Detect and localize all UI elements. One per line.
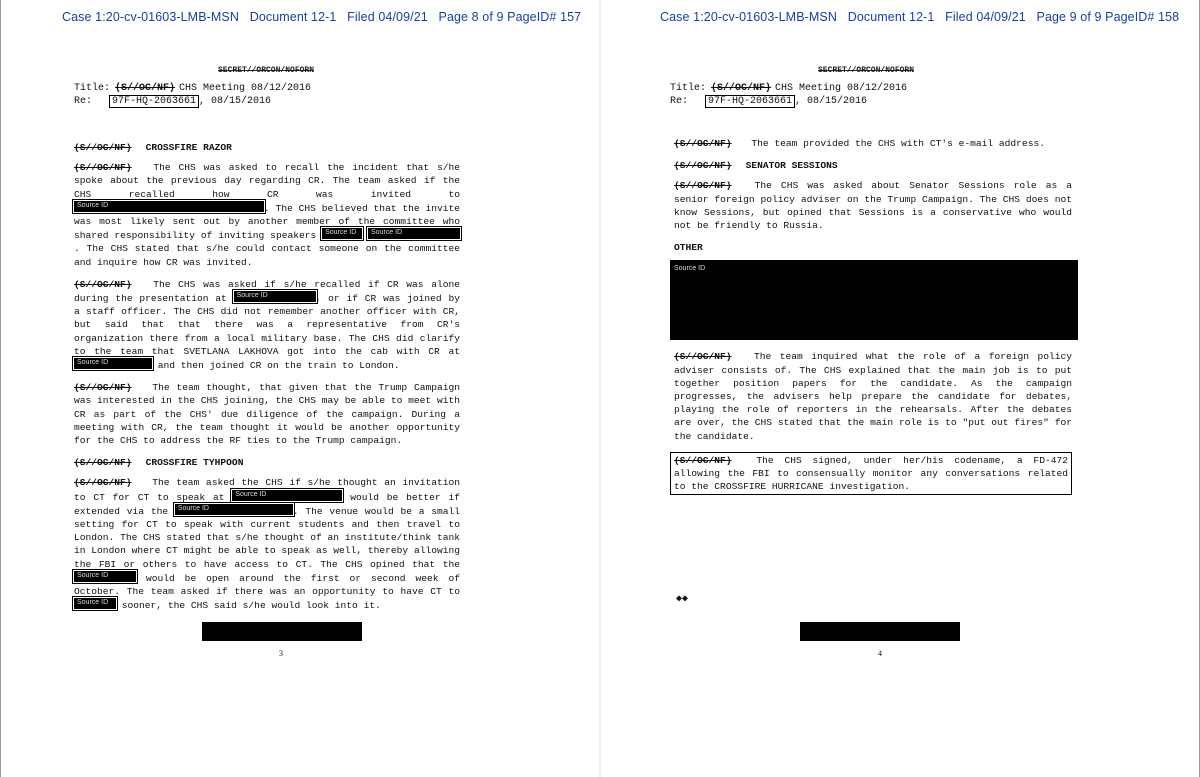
section-title: OTHER bbox=[674, 242, 703, 254]
paragraph-class-mark: (S//OC/NF) bbox=[74, 477, 132, 489]
re-date: , 08/15/2016 bbox=[199, 96, 272, 107]
paragraph-class-mark: (S//OC/NF) bbox=[674, 180, 732, 192]
paragraph-class-mark: (S//OC/NF) bbox=[74, 382, 132, 394]
paragraph bbox=[674, 179, 1072, 232]
page-number: 4 bbox=[878, 649, 882, 658]
paragraph-text: The team asked the CHS if s/he thought an invitation to CT for CT to speak at bbox=[74, 477, 460, 503]
paragraph-text: The team inquired what the role of a foreign policy adviser consists of. The CHS explained that the main job is to put together position papers for the candidate. As the campaign progresses, the advisers help prepare the candidate for debates, playing the role of reporters in the rehearsals. After the debates are over, the CHS stated that the main role is to "put out fires" for the candidate. bbox=[674, 351, 1072, 442]
memo-body bbox=[74, 141, 460, 622]
paragraph-text: The team provided the CHS with CT's e-mail address. bbox=[751, 138, 1045, 149]
re-label: Re: bbox=[670, 96, 689, 107]
redaction-box: Source ID bbox=[74, 201, 264, 212]
paragraph-class-mark: (S//OC/NF) bbox=[674, 351, 732, 363]
paragraph bbox=[74, 278, 460, 372]
section-class-mark: (S//OC/NF) bbox=[74, 457, 132, 469]
section-class-mark: (S//OC/NF) bbox=[74, 142, 132, 153]
paragraph-text: The CHS was asked about Senator Sessions role as a senior foreign policy adviser on the Trump Campaign. The CHS does not know Sessions, but opined that Sessions is a conservative who would not be friendly to Russia. bbox=[674, 180, 1073, 232]
block-redaction: Source ID bbox=[670, 260, 1078, 340]
page-right bbox=[600, 0, 1200, 777]
re-label: Re: bbox=[74, 96, 93, 107]
classification-marking: SECRET//ORCON/NOFORN bbox=[218, 66, 315, 75]
paragraph bbox=[74, 161, 460, 269]
section-title: CROSSFIRE TYHPOON bbox=[145, 457, 244, 469]
paragraph-text: sooner, the CHS said s/he would look into it. bbox=[121, 600, 381, 612]
case-header: Case 1:20-cv-01603-LMB-MSN Document 12-1 Filed 04/09/21 Page 9 of 9 PageID# 158 bbox=[660, 10, 1180, 24]
title-label: Title: bbox=[74, 83, 111, 94]
section-heading bbox=[674, 241, 1072, 254]
redaction-box: Source ID bbox=[74, 358, 152, 369]
paragraph-text: . The CHS stated that s/he could contact someone on the committee and inquire how CR was invited. bbox=[74, 243, 460, 268]
paragraph bbox=[674, 137, 1072, 150]
case-number: 97F-HQ-2063661 bbox=[705, 95, 795, 108]
section-class-mark: (S//OC/NF) bbox=[674, 160, 732, 172]
memo-meta bbox=[74, 82, 311, 108]
memo-meta bbox=[670, 82, 907, 108]
paragraph-class-mark: (S//OC/NF) bbox=[674, 454, 732, 466]
paragraph-class-mark: (S//OC/NF) bbox=[674, 138, 732, 149]
paragraph-text: The team thought, that given that the Trump Campaign was interested in the CHS joining, the CHS may be able to meet with CR as part of the CHS' due diligence of the campaign. During a meeting with CR, the team thought it would be another opportunity for the CHS to address the RF ties to the Trump campaign. bbox=[74, 382, 460, 447]
title-text: CHS Meeting 08/12/2016 bbox=[179, 83, 312, 94]
title-row bbox=[670, 82, 907, 95]
page-number: 3 bbox=[279, 649, 283, 658]
paragraph-class-mark: (S//OC/NF) bbox=[74, 278, 132, 290]
re-date: , 08/15/2016 bbox=[795, 96, 868, 107]
section-heading bbox=[74, 141, 460, 154]
paragraph bbox=[674, 350, 1072, 442]
diamond-marks: ◆◆ bbox=[676, 594, 689, 605]
section-heading bbox=[74, 456, 460, 469]
memo-body bbox=[674, 137, 1072, 504]
case-header: Case 1:20-cv-01603-LMB-MSN Document 12-1 Filed 04/09/21 Page 8 of 9 PageID# 157 bbox=[62, 10, 582, 24]
paragraph-text: . The CHS believed that the invite was most likely sent out by another member of the committee who shared responsibility of inviting speakers bbox=[74, 202, 460, 242]
title-row bbox=[74, 82, 311, 95]
redaction-box: Source ID bbox=[234, 291, 316, 302]
paragraph bbox=[74, 381, 460, 447]
redaction-box: Source ID bbox=[232, 490, 342, 501]
redaction-box: Source ID bbox=[322, 228, 362, 239]
paragraph-text: The CHS was asked to recall the incident that s/he spoke about the previous day regarding CR. The team asked if the CHS recalled how CR was invited to bbox=[74, 162, 460, 200]
title-label: Title: bbox=[670, 83, 707, 94]
section-title: SENATOR SESSIONS bbox=[745, 160, 838, 172]
paragraph-text: would be better if extended via the bbox=[74, 491, 460, 517]
paragraph-text: would be open around the first or second week of October. The team asked if there was an opportunity to have CT to bbox=[74, 572, 460, 598]
paragraph bbox=[74, 476, 460, 612]
paragraph-highlighted bbox=[670, 452, 1072, 496]
case-number: 97F-HQ-2063661 bbox=[109, 95, 199, 108]
paragraph-class-mark: (S//OC/NF) bbox=[74, 162, 132, 174]
paragraph-text: and then joined CR on the train to London. bbox=[157, 360, 400, 372]
re-row bbox=[670, 95, 907, 108]
paragraph-text: The CHS signed, under her/his codename, a FD-472 allowing the FBI to consensually monitor any conversations related to the CROSSFIRE HURRICANE investigation. bbox=[674, 454, 1068, 493]
classification-marking: SECRET//ORCON/NOFORN bbox=[818, 66, 915, 75]
redaction-box: Source ID bbox=[74, 598, 116, 609]
re-row bbox=[74, 95, 311, 108]
footer-redaction bbox=[202, 622, 362, 641]
title-class-mark: (S//OC/NF) bbox=[711, 83, 772, 94]
section-heading bbox=[674, 159, 1072, 172]
redaction-box: Source ID bbox=[368, 228, 460, 239]
footer-redaction bbox=[800, 622, 960, 641]
paragraph-text: . The venue would be a small setting for CT to speak with current students and then travel to London. The CHS stated that s/he thought of an institute/think tank in London where CT might be able to speak as well, thereby allowing the FBI or others to have access to CT. The CHS opined that the bbox=[74, 505, 460, 570]
paragraph-text: , or if CR was joined by a staff officer. The CHS did not remember another officer with CR, but said that that there was a representative from CR's organization there from a local military base. The CHS did clarify to the team that SVETLANA LAKHOVA got into the cab with CR at bbox=[74, 293, 460, 357]
title-class-mark: (S//OC/NF) bbox=[115, 83, 176, 94]
redaction-box: Source ID bbox=[175, 504, 293, 515]
title-text: CHS Meeting 08/12/2016 bbox=[775, 83, 908, 94]
redaction-box: Source ID bbox=[74, 571, 136, 582]
section-title: CROSSFIRE RAZOR bbox=[145, 142, 232, 153]
paragraph-text: The CHS was asked if s/he recalled if CR was alone during the presentation at bbox=[74, 278, 460, 305]
page-edge bbox=[0, 0, 1, 777]
